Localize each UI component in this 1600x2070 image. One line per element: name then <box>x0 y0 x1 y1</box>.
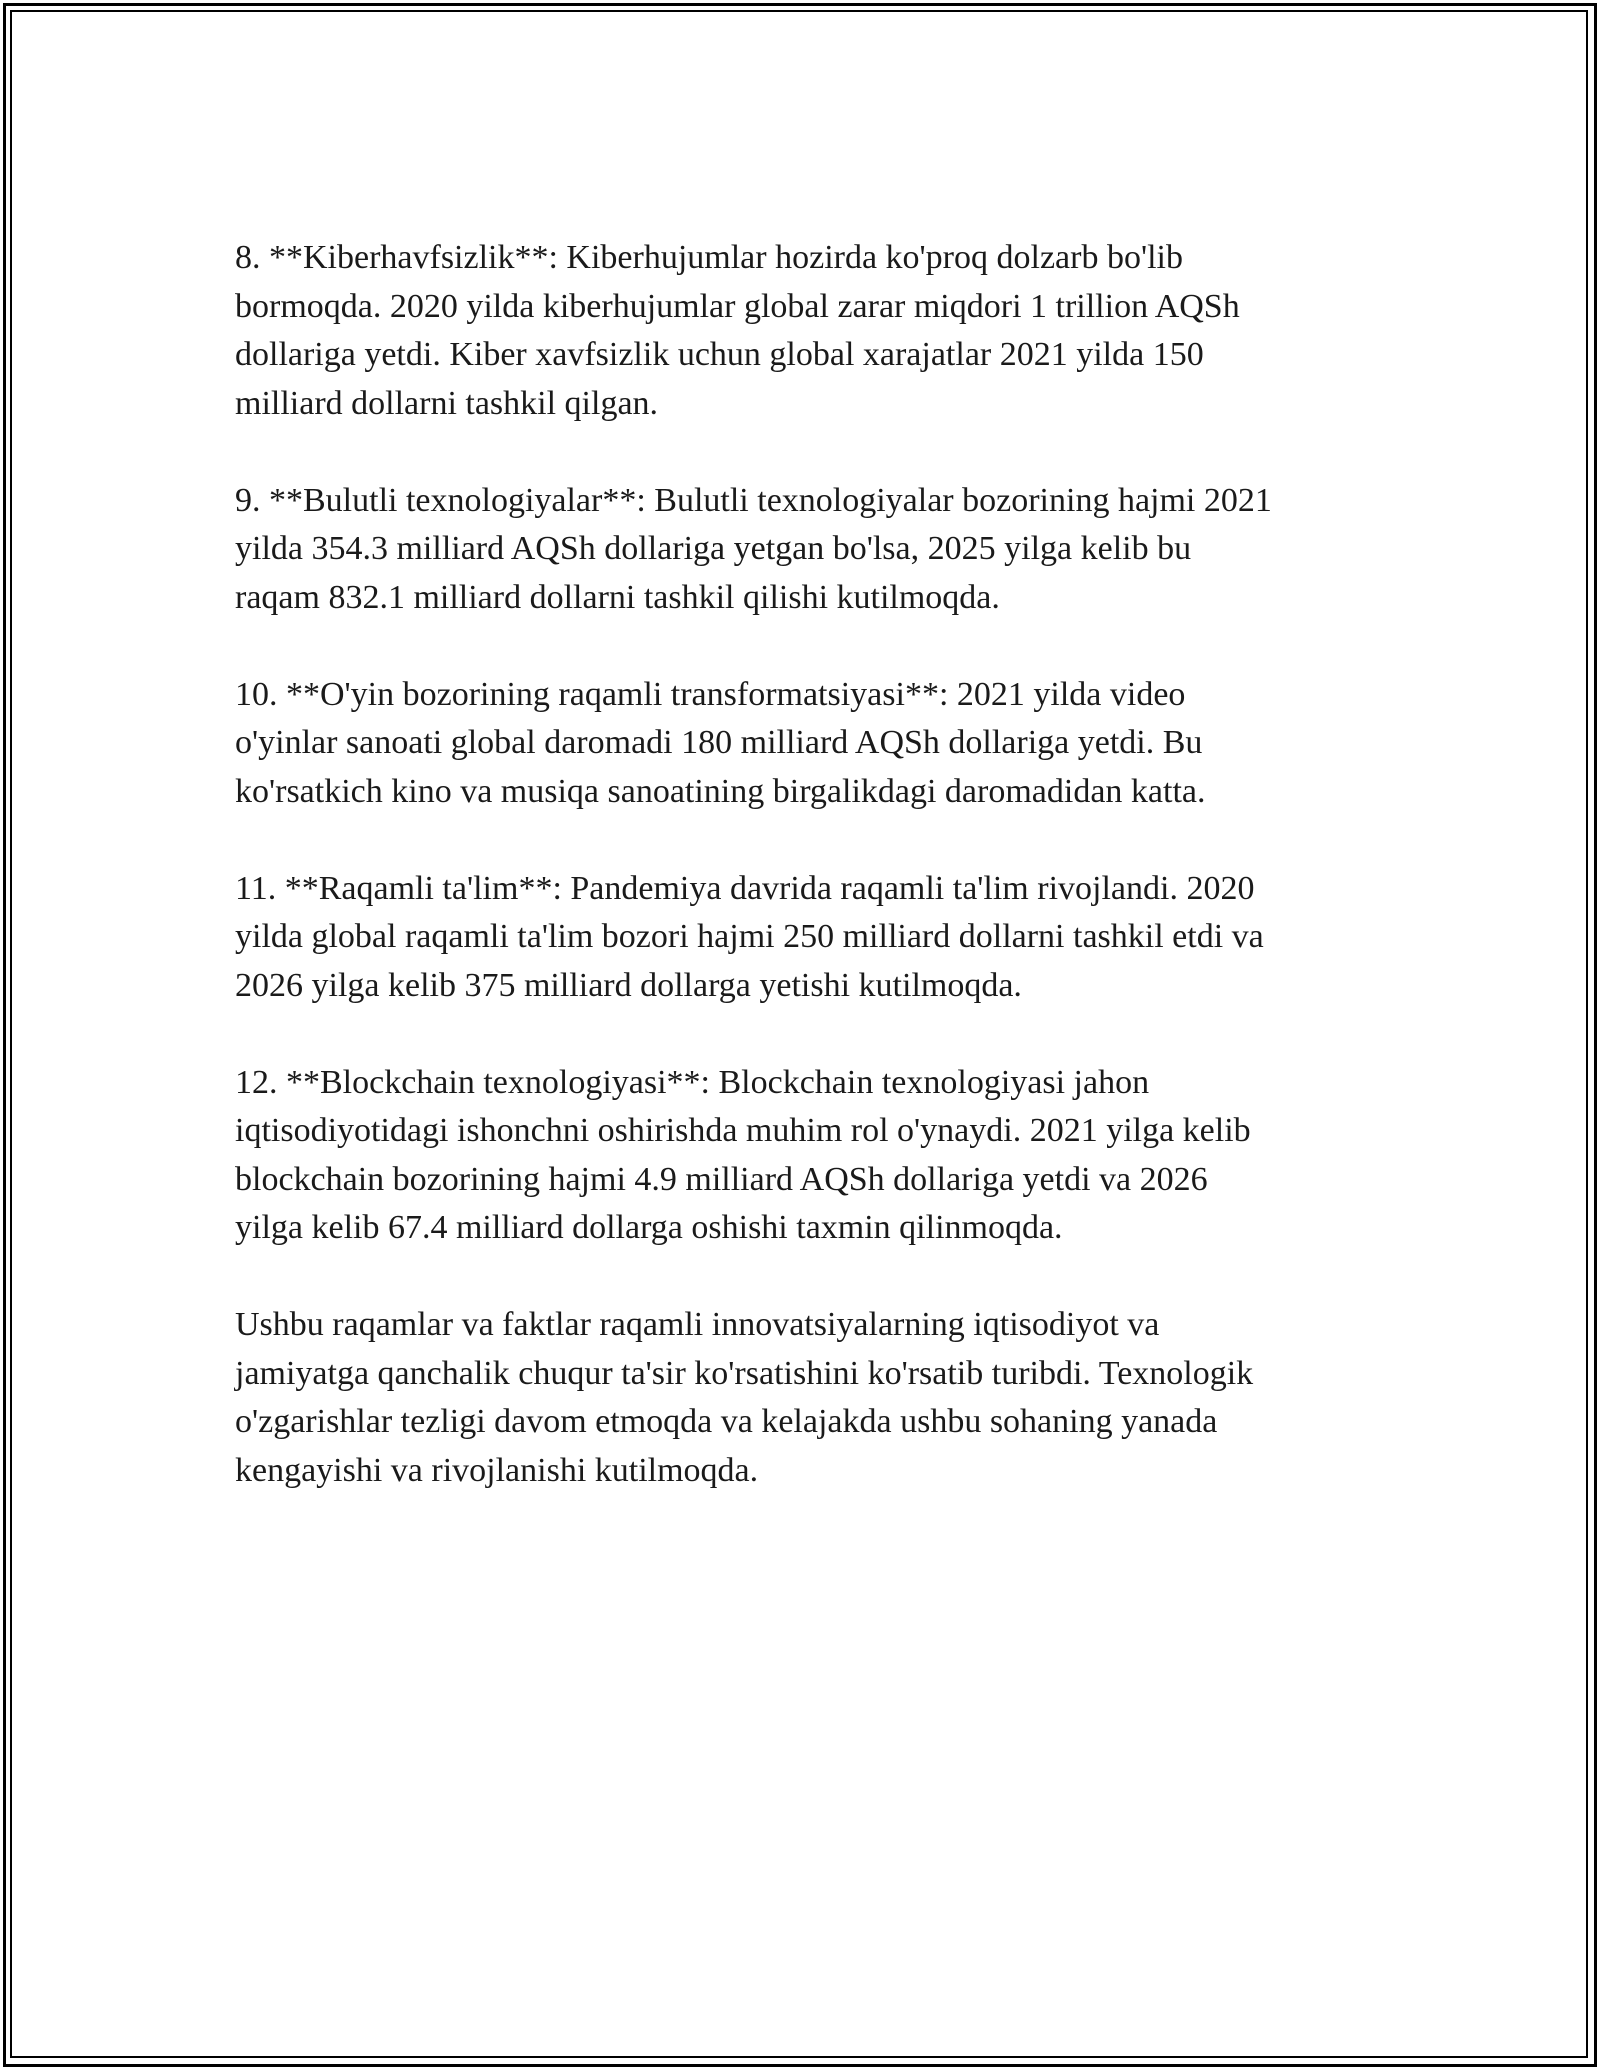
text-line: o'yinlar sanoati global daromadi 180 milliard AQSh dollariga yetdi. Bu <box>235 724 1203 761</box>
text-line: kengayishi va rivojlanishi kutilmoqda. <box>235 1451 759 1489</box>
text-line: milliard dollarni tashkil qilgan. <box>235 384 659 422</box>
text-line: dollariga yetdi. Kiber xavfsizlik uchun global xarajatlar 2021 yilda 150 <box>235 336 1204 373</box>
text-line: yilda global raqamli ta'lim bozori hajmi 250 milliard dollarni tashkil etdi va <box>235 918 1264 955</box>
paragraph-oyin-bozori <box>235 671 1365 817</box>
text-line: 2026 yilga kelib 375 milliard dollarga yetishi kutilmoqda. <box>235 966 1022 1004</box>
text-line: blockchain bozorining hajmi 4.9 milliard AQSh dollariga yetdi va 2026 <box>235 1160 1208 1198</box>
text-line: 8. **Kiberhavfsizlik**: Kiberhujumlar hozirda ko'proq dolzarb bo'lib <box>235 239 1183 276</box>
text-line: Ushbu raqamlar va faktlar raqamli innovatsiyalarning iqtisodiyot va <box>235 1306 1160 1343</box>
text-line: iqtisodiyotidagi ishonchni oshirishda muhim rol o'ynaydi. 2021 yilga kelib <box>235 1112 1251 1149</box>
text-line: 10. **O'yin bozorining raqamli transformatsiyasi**: 2021 yilda video <box>235 675 1186 713</box>
text-line: raqam 832.1 milliard dollarni tashkil qilishi kutilmoqda. <box>235 578 1000 616</box>
text-line: jamiyatga qanchalik chuqur ta'sir ko'rsatishini ko'rsatib turibdi. Texnologik <box>235 1354 1254 1392</box>
document-body <box>235 234 1365 1544</box>
paragraph-blockchain <box>235 1059 1365 1253</box>
text-line: ko'rsatkich kino va musiqa sanoatining birgalikdagi daromadidan katta. <box>235 772 1206 810</box>
paragraph-xulosa <box>235 1301 1365 1495</box>
text-line: 12. **Blockchain texnologiyasi**: Blockchain texnologiyasi jahon <box>235 1063 1150 1101</box>
paragraph-kiberhavfsizlik <box>235 234 1365 428</box>
paragraph-raqamli-talim <box>235 865 1365 1011</box>
text-line: 9. **Bulutli texnologiyalar**: Bulutli texnologiyalar bozorining hajmi 2021 <box>235 481 1272 519</box>
text-line: 11. **Raqamli ta'lim**: Pandemiya davrida raqamli ta'lim rivojlandi. 2020 <box>235 869 1255 907</box>
text-line: yilda 354.3 milliard AQSh dollariga yetgan bo'lsa, 2025 yilga kelib bu <box>235 530 1192 567</box>
text-line: o'zgarishlar tezligi davom etmoqda va kelajakda ushbu sohaning yanada <box>235 1403 1218 1440</box>
paragraph-bulutli-texnologiyalar <box>235 477 1365 623</box>
text-line: yilga kelib 67.4 milliard dollarga oshishi taxmin qilinmoqda. <box>235 1209 1063 1246</box>
text-line: bormoqda. 2020 yilda kiberhujumlar global zarar miqdori 1 trillion AQSh <box>235 287 1240 325</box>
